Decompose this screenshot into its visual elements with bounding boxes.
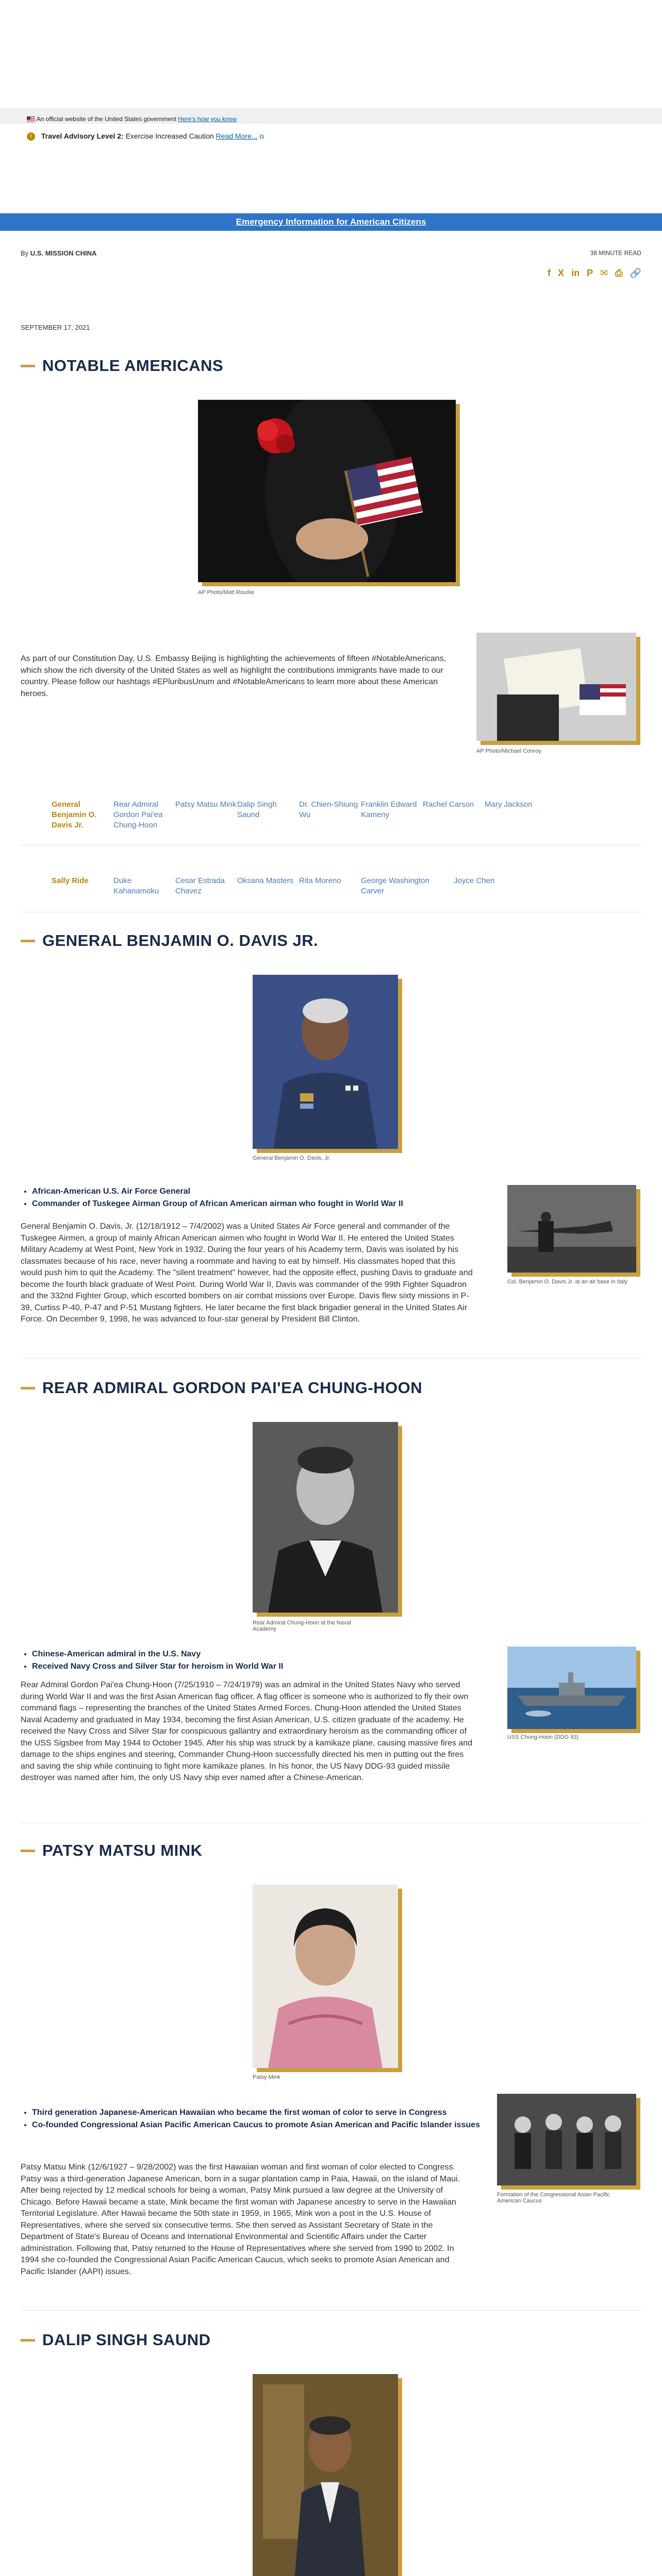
mink-highlights bbox=[21, 2107, 486, 2132]
section-title-saund: DALIP SINGH SAUND bbox=[21, 2331, 211, 2349]
nav-saund[interactable]: Dalip Singh Saund bbox=[237, 800, 277, 819]
chung-hoon-portrait-illustration bbox=[253, 1422, 398, 1613]
intro-text: As part of our Constitution Day, U.S. Embassy Beijing is highlighting the achievements of fifteen #NotableAmericans, which show the rich diversity of the United States as well as highlight the contributions immigrants have made to our country. Please follow our hashtags #EPluribusUnum and #NotableAmericans to learn more about these American heroes. bbox=[21, 654, 446, 698]
mink-side-caption: Formation of the Congressional Asian Pacific American Caucus bbox=[497, 2192, 610, 2204]
gov-banner-text: An official website of the United States government Here's how you know bbox=[27, 115, 237, 123]
heres-how-you-know-link[interactable]: Here's how you know bbox=[178, 115, 237, 123]
nav-kahanamoku[interactable]: Duke Kahanamoku bbox=[113, 876, 159, 895]
chung-hoon-portrait bbox=[253, 1422, 398, 1613]
mink-portrait bbox=[253, 1885, 398, 2068]
list-item: • Co-founded Congressional Asian Pacific American Caucus to promote Asian American and Pacific Islander issues bbox=[32, 2120, 486, 2131]
page-title: NOTABLE AMERICANS bbox=[21, 357, 223, 375]
list-item: • Third generation Japanese-American Hawaiian who became the first woman of color to serve in Congress bbox=[32, 2107, 486, 2119]
destroyer-ship-illustration bbox=[507, 1647, 636, 1729]
nav-carson[interactable]: Rachel Carson bbox=[423, 800, 474, 809]
chung-hoon-portrait-caption: Rear Admiral Chung-Hoon at the Naval Academy bbox=[253, 1620, 351, 1632]
saund-portrait bbox=[253, 2374, 398, 2576]
list-item: • African-American U.S. Air Force General bbox=[32, 1186, 496, 1197]
nav-chavez[interactable]: Cesar Estrada Chavez bbox=[175, 876, 225, 895]
hero-caption: AP Photo/Matt Rourke bbox=[198, 589, 255, 596]
davis-side-caption: Col. Benjamin O. Davis Jr. at an air base in Italy bbox=[507, 1279, 627, 1285]
saund-portrait-illustration bbox=[253, 2374, 398, 2576]
advisory-read-more-link[interactable]: Read More... bbox=[216, 132, 258, 140]
davis-highlights bbox=[21, 1186, 496, 1211]
byline: By U.S. MISSION CHINA bbox=[21, 249, 97, 257]
mink-bio: Patsy Matsu Mink (12/6/1927 – 9/28/2002) was the first Hawaiian woman and first woman of color elected to Congress. Patsy was a third-generation Japanese American, born in a sugar plantation camp in Paia, Hawaii, on the island of Maui. After being rejected by 12 medical schools for being a woman, Patsy Mink pursued a law degree at the University of Chicago. Before Hawaii became a state, Mink became the first woman with Japanese ancestry to serve in the Hawaiian Territorial Legislature. After Hawaii became the 50th state in 1959, in 1965, Mink won a post in the U.S. House of Representatives, where she served six consecutive terms. She then served as Assistant Secretary of State in the Department of State's Bureau of Oceans and International Environmental and Scientific Affairs under the Carter administration. Following that, Patsy returned to the House of Representatives where she served from 1990 to 2002. In 1994 she co-founded the Congressional Asian Pacific American Caucus, which seeks to promote Asian American and Pacific Islander (AAPI) issues. bbox=[21, 2163, 460, 2276]
read-time: 38 MINUTE READ bbox=[590, 249, 641, 257]
airbase-illustration bbox=[507, 1185, 636, 1273]
copy-link-icon[interactable]: 🔗 bbox=[630, 268, 641, 278]
alert-icon: ! bbox=[27, 132, 35, 141]
chung-hoon-side-image bbox=[507, 1647, 636, 1729]
nav-mink[interactable]: Patsy Matsu Mink bbox=[175, 800, 237, 809]
davis-portrait-illustration bbox=[253, 975, 398, 1149]
nav-kameny[interactable]: Franklin Edward Kameny bbox=[361, 800, 417, 819]
mink-portrait-illustration bbox=[253, 1885, 398, 2068]
section-divider bbox=[21, 1358, 641, 1359]
section-title-chung-hoon: REAR ADMIRAL GORDON PAI'EA CHUNG-HOON bbox=[21, 1379, 422, 1397]
constitution-illustration bbox=[476, 633, 636, 741]
nav-ride[interactable]: Sally Ride bbox=[52, 876, 89, 885]
davis-portrait-caption: General Benjamin O. Davis, Jr. bbox=[253, 1155, 331, 1161]
hero-image bbox=[198, 400, 456, 582]
anchor-nav-row-2 bbox=[52, 876, 516, 896]
chung-hoon-side-caption: USS Chung-Hoon (DDG 93) bbox=[507, 1734, 579, 1740]
section-title-davis: GENERAL BENJAMIN O. DAVIS JR. bbox=[21, 931, 318, 950]
nav-wu[interactable]: Dr. Chien-Shiung Wu bbox=[299, 800, 358, 819]
anchor-nav-row-1 bbox=[52, 800, 547, 831]
mink-side-image bbox=[497, 2094, 636, 2185]
list-item: • Chinese-American admiral in the U.S. Navy bbox=[32, 1649, 496, 1660]
intro-image bbox=[476, 633, 636, 741]
list-item: • Received Navy Cross and Silver Star for heroism in World War II bbox=[32, 1661, 496, 1672]
section-divider bbox=[21, 2310, 641, 2311]
intro-caption: AP Photo/Michael Conroy bbox=[476, 748, 541, 754]
section-title-mink: PATSY MATSU MINK bbox=[21, 1841, 203, 1860]
nav-chen[interactable]: Joyce Chen bbox=[454, 876, 495, 885]
nav-masters[interactable]: Oksana Masters bbox=[237, 876, 294, 885]
facebook-icon[interactable]: f bbox=[548, 268, 551, 278]
davis-side-image bbox=[507, 1185, 636, 1273]
x-twitter-icon[interactable]: X bbox=[558, 268, 565, 278]
email-icon[interactable]: ✉ bbox=[600, 268, 608, 278]
pinterest-icon[interactable]: P bbox=[587, 268, 593, 278]
nav-jackson[interactable]: Mary Jackson bbox=[485, 800, 533, 809]
caucus-group-illustration bbox=[497, 2094, 636, 2185]
davis-portrait bbox=[253, 975, 398, 1149]
external-link-icon: ⧉ bbox=[259, 133, 264, 140]
nav-davis[interactable]: General Benjamin O. Davis Jr. bbox=[52, 800, 97, 829]
travel-advisory: ! Travel Advisory Level 2: Exercise Increased Caution Read More... ⧉ bbox=[27, 132, 264, 141]
emergency-info-bar[interactable]: Emergency Information for American Citizens bbox=[0, 213, 662, 231]
hero-flag-illustration bbox=[198, 400, 456, 582]
author-name[interactable]: U.S. MISSION CHINA bbox=[30, 249, 97, 257]
share-bar bbox=[548, 268, 641, 278]
linkedin-icon[interactable]: in bbox=[571, 268, 580, 278]
davis-bio: General Benjamin O. Davis, Jr. (12/18/1912 – 7/4/2002) was a United States Air Force general and commander of the Tuskegee Airmen, a group of mainly African American airmen who fought in World War II. He entered the United States Military Academy at West Point, New York in 1932. During the four years of his Academy term, Davis was isolated by his classmates because of his race, never having a roommate and having to eat by himself. His classmates hoped that this would push him to quit the Academy. The "silent treatment" however, had the opposite effect, pushing Davis to graduate and become the fourth black graduate of West Point. During World War II, Davis was commander of the 99th Fighter Squadron and the 332nd Fighter Group, which escorted bombers on air combat missions over Europe. Davis flew sixty missions in P-39, Curtiss P-40, P-47 and P-51 Mustang fighters. He later became the first black brigadier general in the United States Air Force. On December 9, 1998, he was advanced to four-star general by President Bill Clinton. bbox=[21, 1222, 473, 1324]
chung-hoon-highlights bbox=[21, 1649, 496, 1673]
chung-hoon-bio: Rear Admiral Gordon Pai'ea Chung-Hoon (7/25/1910 – 7/24/1979) was an admiral in the United States Navy who served during World War II and was the first Asian American flag officer. A flag officer is someone who is authorized to fly their own command flags – representing the branches of the United States Armed Forces. Chung-Hoon attended the United States Naval Academy and graduated in May 1934, becoming the first Asian American, U.S. citizen graduate of the academy. He received the Navy Cross and Silver Star for conspicuous gallantry and extraordinary heroism as the commanding officer of the USS Sigsbee from May 1944 to October 1945. After his ship was struck by a kamikaze plane, causing massive fires and damage to the ships engines and steering, Commander Chung-Hoon successfully directed his men in putting out the fires and saving the ship while continuing to fight more kamikaze planes. In his honor, the US Navy DDG-93 guided missile destroyer was named after him, the only US Navy ship ever named after a Chinese-American. bbox=[21, 1681, 472, 1782]
nav-carver[interactable]: George Washington Carver bbox=[361, 876, 429, 895]
publish-date: SEPTEMBER 17, 2021 bbox=[21, 324, 90, 331]
mink-portrait-caption: Patsy Mink bbox=[253, 2074, 280, 2080]
print-icon[interactable]: ⎙ bbox=[615, 268, 623, 278]
us-flag-icon bbox=[27, 116, 35, 122]
list-item: • Commander of Tuskegee Airman Group of African American airman who fought in World War II bbox=[32, 1198, 496, 1210]
nav-chung-hoon[interactable]: Rear Admiral Gordon Pai'ea Chung-Hoon bbox=[113, 800, 163, 829]
nav-moreno[interactable]: Rita Moreno bbox=[299, 876, 341, 885]
